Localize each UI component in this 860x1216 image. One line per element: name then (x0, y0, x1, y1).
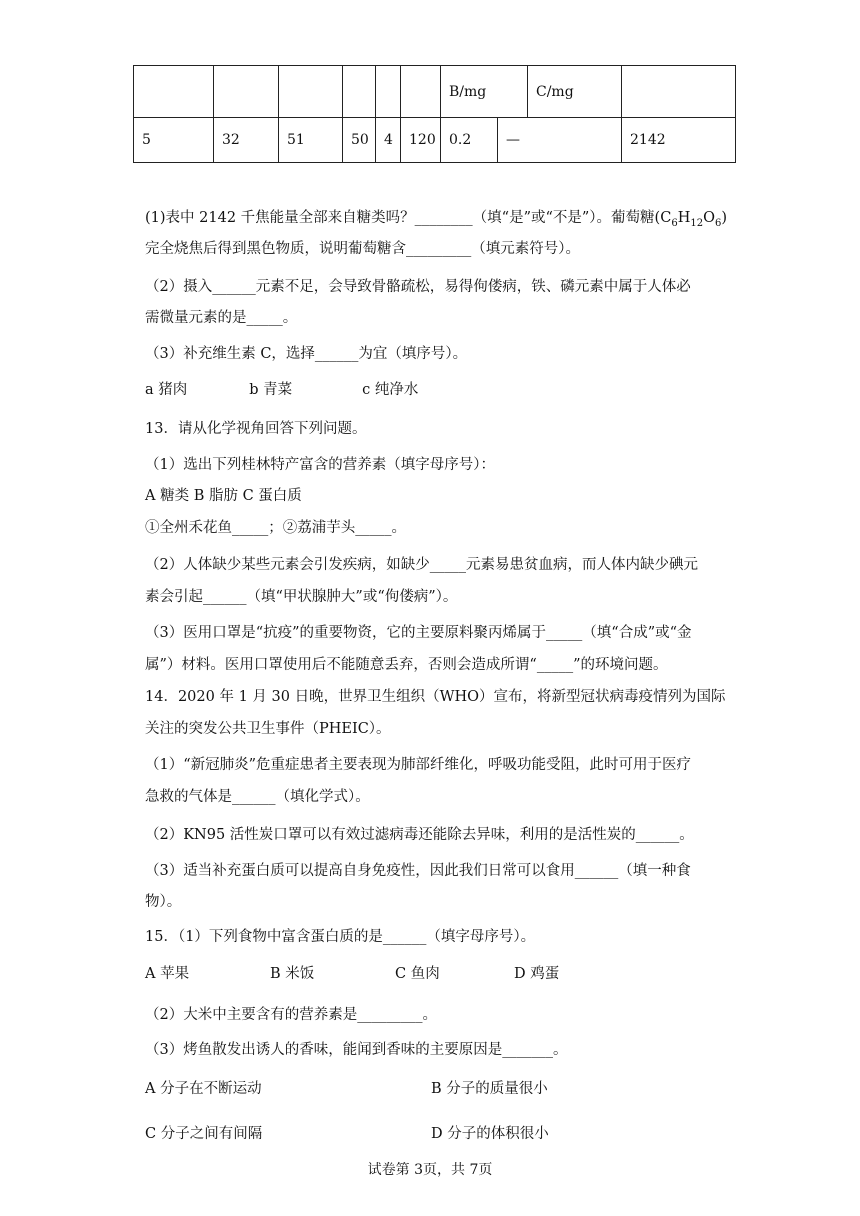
table-cell (134, 66, 214, 118)
option-a: A 苹果 (145, 966, 190, 982)
option-a: a 猪肉 (145, 382, 188, 398)
q14-title-line1: 14．2020 年 1 月 30 日晚，世界卫生组织（WHO）宣布，将新型冠状病毒疫情列为国际 (145, 689, 726, 705)
table-cell: 5 (134, 118, 214, 163)
option-c: C 分子之间有间隔 (145, 1126, 263, 1142)
table-cell: — (498, 118, 622, 163)
q13-part2-line2: 素会引起______（填“甲状腺肿大”或“佝偻病”）。 (145, 589, 458, 605)
q14-title-line2: 关注的突发公共卫生事件（PHEIC）。 (145, 721, 391, 737)
q13-part2-line1: （2）人体缺少某些元素会引发疾病，如缺少_____元素易患贫血病，而人体内缺少碘元 (145, 557, 698, 573)
q12-part2-line1: （2）摄入______元素不足，会导致骨骼疏松，易得佝偻病，铁、磷元素中属于人体必 (145, 279, 691, 295)
option-c: c 纯净水 (362, 382, 419, 398)
q14-part1-line1: （1）“新冠肺炎”危重症患者主要表现为肺部纤维化，呼吸功能受阻，此时可用于医疗 (145, 757, 692, 773)
table-cell: 120 (401, 118, 441, 163)
option-b: B 米饭 (270, 966, 315, 982)
table-cell: 4 (376, 118, 401, 163)
q12-part3: （3）补充维生素 C，选择______为宜（填序号）。 (145, 346, 468, 362)
q14-part1-line2: 急救的气体是______（填化学式）。 (145, 789, 370, 805)
q15-title: 15．（1）下列食物中富含蛋白质的是______（填字母序号）。 (145, 929, 536, 945)
table-cell: B/mg (441, 66, 528, 118)
option-a: A 分子在不断运动 (145, 1081, 262, 1097)
table-cell: 51 (279, 118, 343, 163)
q14-part3-line2: 物）。 (145, 894, 182, 910)
table-cell (401, 66, 441, 118)
page-footer: 试卷第 3页，共 7页 (367, 1162, 493, 1178)
table-cell (343, 66, 376, 118)
nutrition-table (133, 65, 736, 163)
table-row (134, 66, 736, 118)
table-cell: 0.2 (441, 118, 498, 163)
q13-choices: A 糖类 B 脂肪 C 蛋白质 (145, 488, 302, 504)
table-cell (214, 66, 279, 118)
q13-part1: （1）选出下列桂林特产富含的营养素（填字母序号）： (145, 457, 495, 473)
table-cell (376, 66, 401, 118)
q15-part2: （2）大米中主要含有的营养素是_________。 (145, 1007, 437, 1023)
q12-part2-line2: 需微量元素的是_____。 (145, 310, 298, 326)
table-row (134, 118, 736, 163)
q13-title: 13．请从化学视角回答下列问题。 (145, 421, 367, 437)
q15-part3: （3）烤鱼散发出诱人的香味，能闻到香味的主要原因是_______。 (145, 1042, 568, 1058)
table-cell: C/mg (528, 66, 622, 118)
table-cell: 2142 (622, 118, 736, 163)
q14-part3-line1: （3）适当补充蛋白质可以提高自身免疫性，因此我们日常可以食用______（填一种食 (145, 863, 691, 879)
q13-part1-blanks: ①全州禾花鱼_____；②荔浦芋头_____。 (145, 520, 406, 536)
table-cell (279, 66, 343, 118)
option-b: b 青菜 (249, 382, 293, 398)
q13-part3-line2: 属”）材料。医用口罩使用后不能随意丢弃，否则会造成所谓“_____”的环境问题。 (145, 657, 668, 673)
option-d: D 分子的体积很小 (431, 1126, 549, 1142)
option-b: B 分子的质量很小 (431, 1081, 548, 1097)
q12-options (145, 381, 418, 399)
table-cell (622, 66, 736, 118)
q12-part1-line2: 完全烧焦后得到黑色物质，说明葡萄糖含_________（填元素符号）。 (145, 241, 580, 257)
option-c: C 鱼肉 (395, 966, 440, 982)
table-cell: 32 (214, 118, 279, 163)
q12-part1-line1: (1)表中 2142 千焦能量全部来自糖类吗？________（填“是”或“不是”）。葡萄糖$(C_6H_{12}O_6)$ (145, 210, 728, 229)
option-d: D 鸡蛋 (514, 966, 560, 982)
q13-part3-line1: （3）医用口罩是“抗疫”的重要物资，它的主要原料聚丙烯属于_____（填“合成”或“金 (145, 625, 692, 641)
table-cell: 50 (343, 118, 376, 163)
q14-part2: （2）KN95 活性炭口罩可以有效过滤病毒还能除去异味，利用的是活性炭的______。 (145, 827, 694, 843)
